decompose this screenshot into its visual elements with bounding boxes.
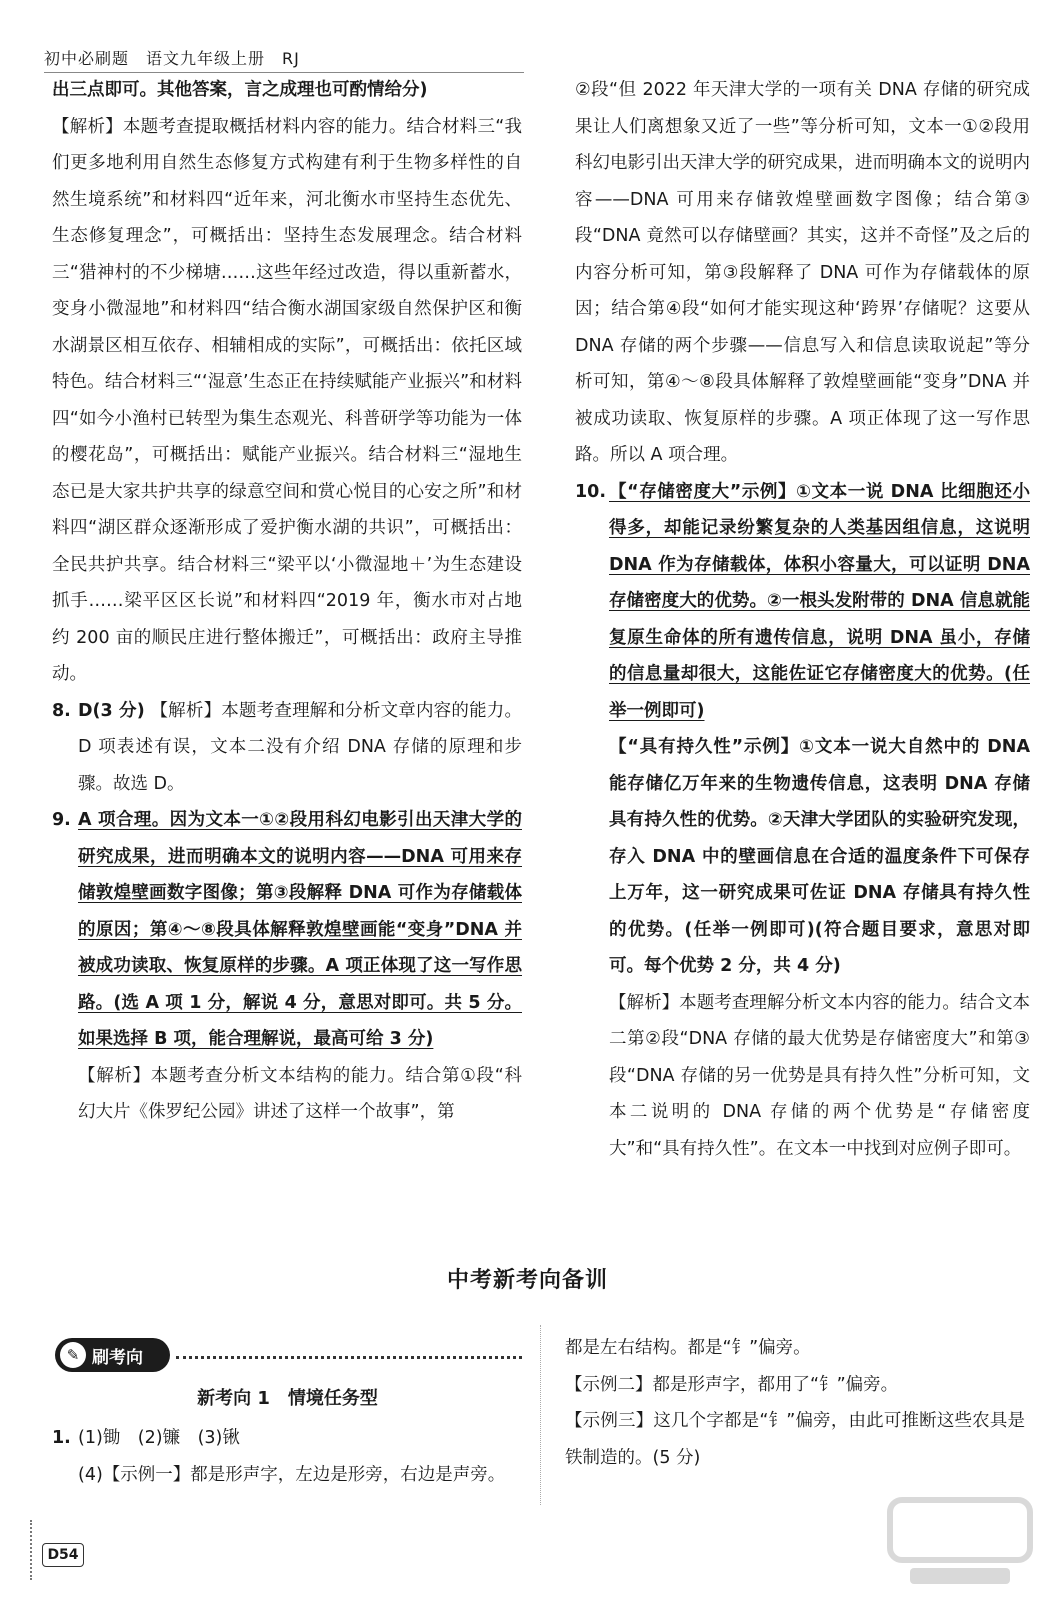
question-10 (575, 474, 1030, 1168)
dotted-divider (176, 1356, 522, 1359)
bottom-right-column (565, 1330, 1025, 1476)
question-1 (52, 1420, 522, 1493)
analysis-paragraph: 【解析】本题考查提取概括材料内容的能力。结合材料三“我们更多地利用自然生态修复方式构建有利于生物多样性的自然生境系统”和材料四“近年来，河北衡水市坚持生态优先、生态修复理念”，可概括出：坚持生态发展理念。结合材料三“猎神村的不少梯塘……这些年经过改造，得以重新蓄水，变身小微湿地”和材料四“结合衡水湖国家级自然保护区和衡水湖景区相互依存、相辅相成的实际”，可概括出：依托区域特色。结合材料三“‘湿意’生态正在持续赋能产业振兴”和材料四“如今小渔村已转型为集生态观光、科普研学等功能为一体的樱花岛”，可概括出：赋能产业振兴。结合材料三“湿地生态已是大家共护共享的绿意空间和赏心悦目的心安之所”和材料四“湖区群众逐渐形成了爱护衡水湖的共识”，可概括出：全民共护共享。结合材料三“梁平以‘小微湿地＋’为生态建设抓手……梁平区区长说”和材料四“2019 年，衡水市对占地约 200 亩的顺民庄进行整体搬迁”，可概括出：政府主导推动。 (52, 116, 522, 684)
pencil-icon: ✎ (60, 1342, 86, 1368)
question-9 (52, 802, 522, 1131)
answer-example-density: 【“存储密度大”示例】①文本一说 DNA 比细胞还小得多，却能记录纷繁复杂的人类基因组信息，这说明 DNA 作为存储载体，体积小容量大，可以证明 DNA 存储密度大的优势。②一根头发附带的 DNA 信息就能复原生命体的所有遗传信息，说明 DNA 虽小，存储的信息量却很大，这能佐证它存储密度大的优势。(任举一例即可) (609, 481, 1030, 721)
answer-continuation: 出三点即可。其他答案，言之成理也可酌情给分) (52, 80, 428, 100)
section-tag (55, 1338, 170, 1372)
answer-text: A 项合理。因为文本一①②段用科幻电影引出天津大学的研究成果，进而明确本文的说明内容——DNA 可用来存储敦煌壁画数字图像；第③段解释 DNA 可作为存储载体的原因；第④～⑧段具体解释敦煌壁画能“变身”DNA 并被成功读取、恢复原样的步骤。A 项正体现了这一写作思路。(选 A 项 1 分，解说 4 分，意思对即可。共 5 分。如果选择 B 项，能合理解说，最高可给 3 分) (78, 810, 522, 1049)
right-column (575, 72, 1030, 1167)
column-divider (540, 1325, 541, 1505)
page-number: D54 (42, 1543, 84, 1567)
sub-title: 新考向 1 情境任务型 (197, 1388, 378, 1409)
question-number: 1. (52, 1428, 71, 1448)
analysis-continuation: ②段“但 2022 年天津大学的一项有关 DNA 存储的研究成果让人们离想象又近了一些”等分析可知，文本一①②段用科幻电影引出天津大学的研究成果，进而明确本文的说明内容——DNA 可用来存储敦煌壁画数字图像；结合第③段“DNA 竟然可以存储壁画？其实，这并不奇怪”及之后的内容分析可知，第③段解释了 DNA 可作为存储载体的原因；结合第④段“如何才能实现这种‘跨界’存储呢？这要从 DNA 存储的两个步骤——信息写入和信息读取说起”等分析可知，第④～⑧段具体解释了敦煌壁画能“变身”DNA 并被成功读取、恢复原样的步骤。A 项正体现了这一写作思路。所以 A 项合理。 (575, 80, 1030, 465)
answer-text: D(3 分) (78, 700, 145, 721)
page-header: 初中必刷题 语文九年级上册 RJ (44, 46, 524, 73)
watermark-logo (880, 1492, 1040, 1592)
left-column (52, 72, 522, 1131)
analysis-text: 【解析】本题考查分析文本结构的能力。结合第①段“科幻大片《侏罗纪公园》讲述了这样一个故事”，第 (78, 1065, 522, 1122)
answer-line: 【示例三】这几个字都是“钅”偏旁，由此可推断这些农具是铁制造的。(5 分) (565, 1411, 1025, 1468)
answer-line: 都是左右结构。都是“钅”偏旁。 (565, 1338, 811, 1358)
analysis-text: 【解析】本题考查理解和分析文章内容的能力。D 项表述有误，文本二没有介绍 DNA 存储的原理和步骤。故选 D。 (78, 700, 522, 794)
answer-example-durability: 【“具有持久性”示例】①文本一说大自然中的 DNA 能存储亿万年来的生物遗传信息，这表明 DNA 存储具有持久性的优势。②天津大学团队的实验研究发现，存入 DNA 中的壁画信息在合适的温度条件下可保存上万年，这一研究成果可佐证 DNA 存储具有持久性的优势。(任举一例即可)(符合题目要求，意思对即可。每个优势 2 分，共 4 分) (609, 737, 1030, 976)
tag-label: 刷考向 (92, 1347, 143, 1368)
question-number: 10. (575, 481, 607, 502)
answer-line: 【示例二】都是形声字，都用了“钅”偏旁。 (565, 1374, 899, 1395)
analysis-text: 【解析】本题考查理解分析文本内容的能力。结合文本二第②段“DNA 存储的最大优势是存储密度大”和第③段“DNA 存储的另一优势是具有持久性”分析可知，文本二说明的 DNA 存储的两个优势是“存储密度大”和“具有持久性”。在文本一中找到对应例子即可。 (609, 992, 1030, 1159)
answer-line: (4)【示例一】都是形声字，左边是形旁，右边是声旁。 (78, 1464, 506, 1485)
question-number: 9. (52, 810, 71, 830)
section-title: 中考新考向备训 (446, 1268, 608, 1293)
bottom-left-column (52, 1420, 522, 1493)
question-number: 8. (52, 700, 71, 721)
answer-line: (1)锄 (2)镰 (3)锹 (78, 1428, 240, 1448)
question-8 (52, 693, 522, 803)
